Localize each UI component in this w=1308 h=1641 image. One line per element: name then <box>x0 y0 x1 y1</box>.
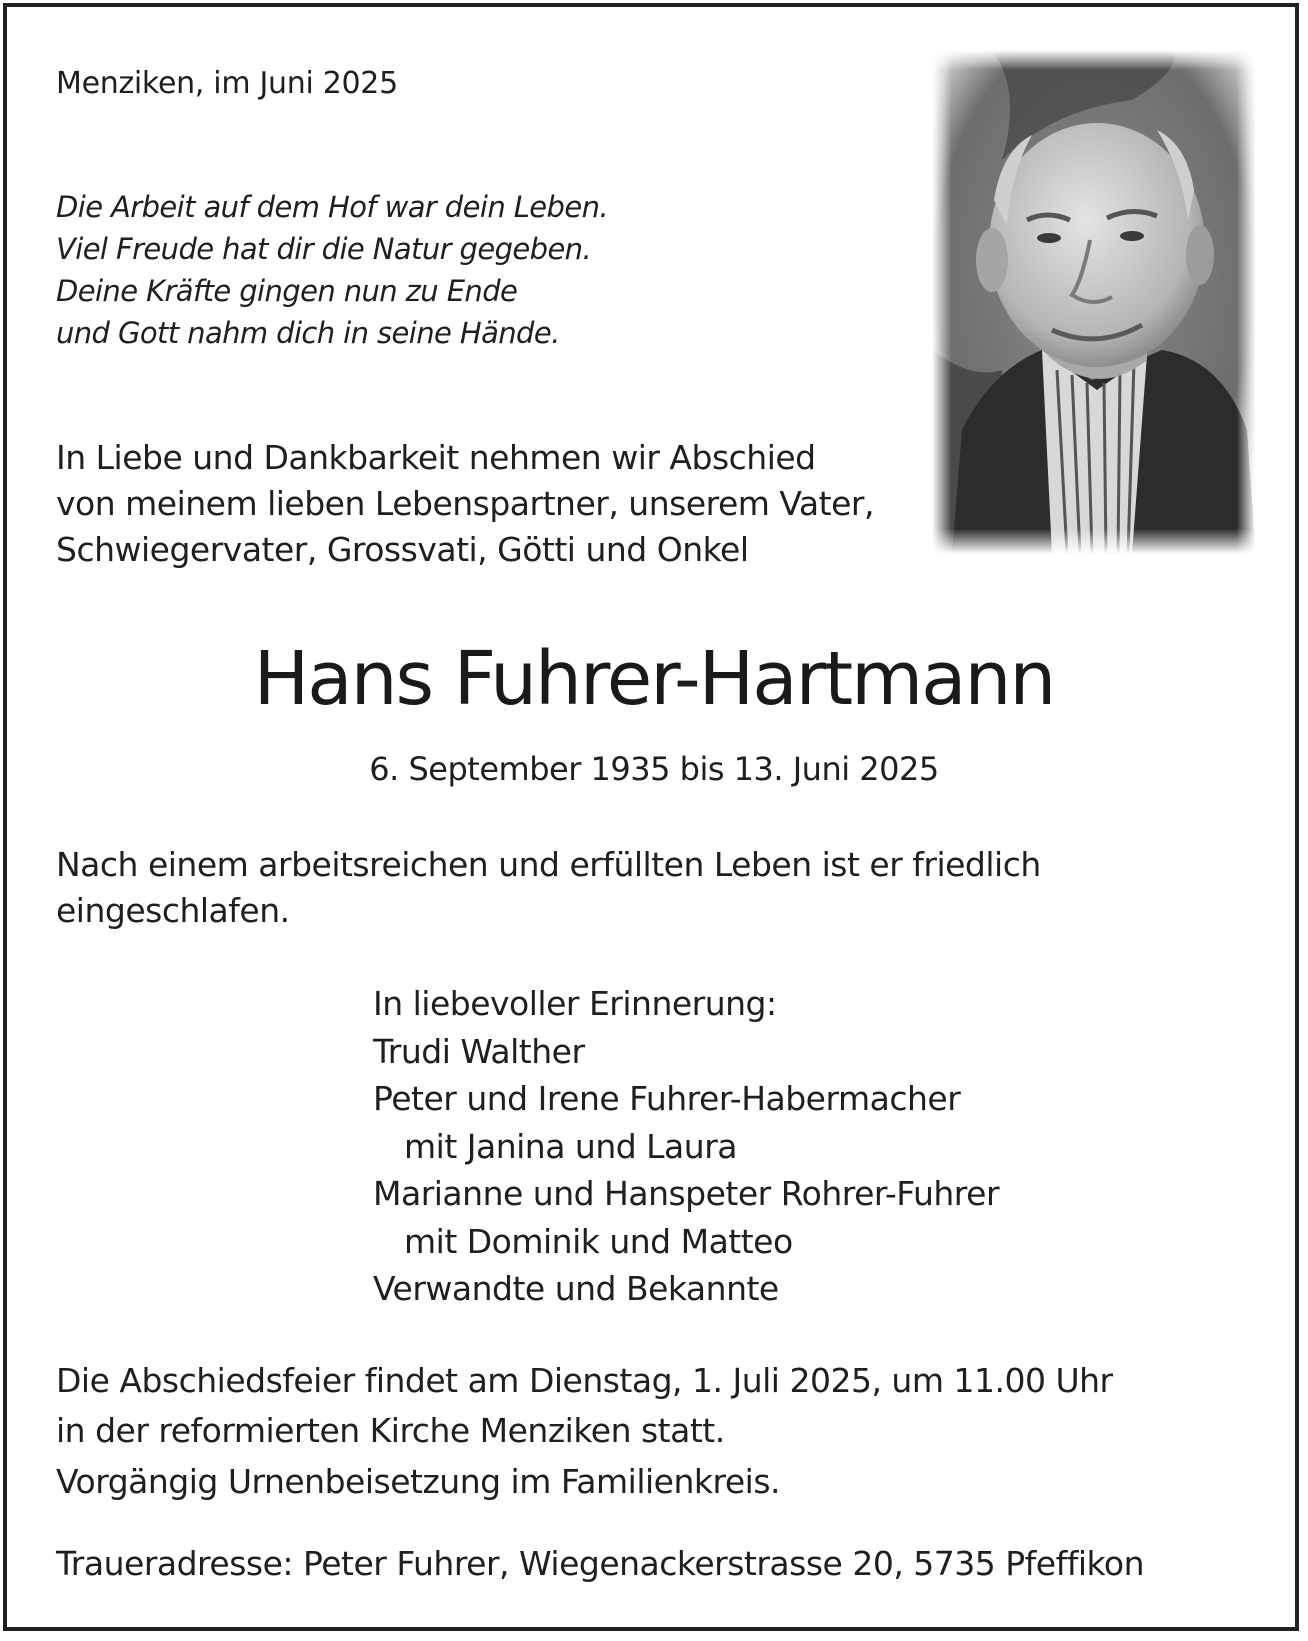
portrait-photo <box>932 50 1256 554</box>
poem <box>56 186 608 354</box>
poem-line: Die Arbeit auf dem Hof war dein Leben. <box>56 190 608 224</box>
intro-line: Schwiegervater, Grossvati, Götti und Onkel <box>56 530 749 569</box>
mourning-address: Traueradresse: Peter Fuhrer, Wiegenackerstrasse 20, 5735 Pfeffikon <box>56 1544 1145 1583</box>
urn-note: Vorgängig Urnenbeisetzung im Familienkreis. <box>56 1462 780 1501</box>
family-member: Peter und Irene Fuhrer-Habermacher <box>373 1079 961 1118</box>
intro-line: von meinem lieben Lebenspartner, unserem Vater, <box>56 484 874 523</box>
service-info <box>56 1356 1113 1456</box>
life-dates: 6. September 1935 bis 13. Juni 2025 <box>369 750 939 788</box>
family-list <box>373 980 999 1313</box>
family-member: Verwandte und Bekannte <box>373 1269 779 1308</box>
deceased-name: Hans Fuhrer-Hartmann <box>253 636 1055 722</box>
intro-line: In Liebe und Dankbarkeit nehmen wir Abschied <box>56 438 816 477</box>
family-member: mit Dominik und Matteo <box>404 1221 793 1261</box>
poem-line: Viel Freude hat dir die Natur gegeben. <box>56 232 592 266</box>
death-text <box>56 842 1041 934</box>
poem-line: Deine Kräfte gingen nun zu Ende <box>56 274 518 308</box>
poem-line: und Gott nahm dich in seine Hände. <box>56 316 560 350</box>
family-member: Marianne und Hanspeter Rohrer-Fuhrer <box>373 1174 1000 1213</box>
death-line: eingeschlafen. <box>56 891 290 930</box>
service-line: Die Abschiedsfeier findet am Dienstag, 1. Juli 2025, um 11.00 Uhr <box>56 1361 1113 1400</box>
family-heading: In liebevoller Erinnerung: <box>373 984 777 1023</box>
family-member: mit Janina und Laura <box>404 1126 737 1166</box>
death-line: Nach einem arbeitsreichen und erfüllten Leben ist er friedlich <box>56 845 1041 884</box>
service-line: in der reformierten Kirche Menziken statt. <box>56 1411 725 1450</box>
family-member: Trudi Walther <box>373 1031 585 1071</box>
place-date: Menziken, im Juni 2025 <box>56 66 398 101</box>
intro-text <box>56 435 874 573</box>
